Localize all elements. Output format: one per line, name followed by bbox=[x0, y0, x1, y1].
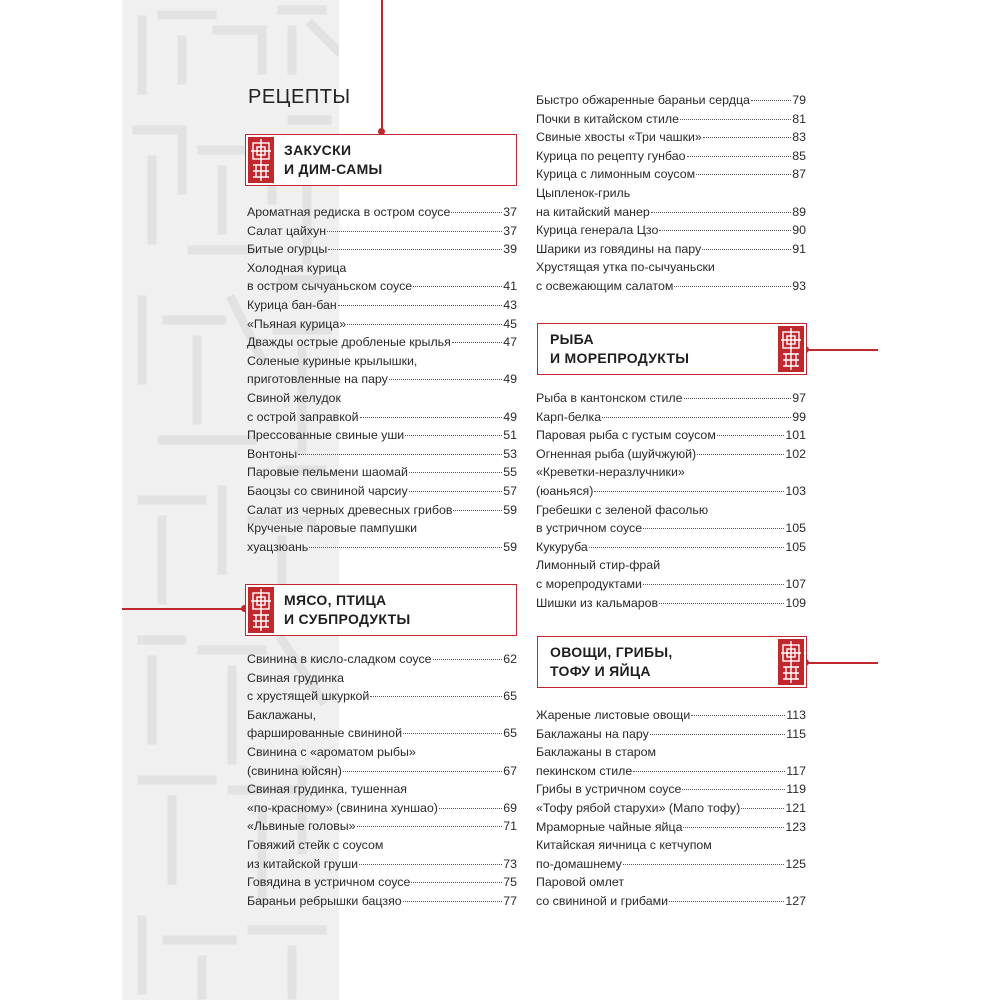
dot-leader bbox=[453, 510, 502, 511]
toc-entry-title-line: в устричном соусе bbox=[536, 521, 643, 536]
dot-leader bbox=[589, 547, 784, 548]
dot-leader bbox=[405, 435, 502, 436]
dot-leader bbox=[633, 771, 785, 772]
toc-entry[interactable] bbox=[247, 259, 517, 296]
page-number: 65 bbox=[503, 689, 517, 704]
toc-entry-title-line: Соленые куриные крылышки, bbox=[247, 353, 418, 368]
toc-entry-row bbox=[536, 203, 806, 222]
toc-entry-row bbox=[247, 203, 517, 222]
toc-entry-title-line: Баоцзы со свининой чарсиу bbox=[247, 483, 408, 498]
page-number: 81 bbox=[792, 111, 806, 126]
page-number: 125 bbox=[785, 856, 806, 871]
toc-entry[interactable] bbox=[536, 725, 806, 744]
toc-entry-row bbox=[536, 128, 806, 147]
page-number: 97 bbox=[792, 391, 806, 405]
toc-entry-title-line: Салат из черных древесных грибов bbox=[247, 502, 453, 517]
toc-entry-row bbox=[536, 892, 806, 911]
toc-entry-row bbox=[536, 221, 806, 240]
dot-leader bbox=[309, 547, 502, 548]
toc-entry-title-line: по-домашнему bbox=[536, 856, 622, 871]
section-header-snacks bbox=[245, 134, 517, 186]
dot-leader bbox=[650, 734, 785, 735]
toc-entry-title-line: в остром сычуаньском соусе bbox=[247, 279, 413, 294]
toc-entry-title-line: Грибы в устричном соусе bbox=[536, 782, 682, 797]
toc-entry-title-line: Шарики из говядины на пару bbox=[536, 241, 702, 256]
connector-meat bbox=[122, 608, 248, 610]
toc-entry-row bbox=[536, 426, 806, 445]
section-title-meat: МЯСО, ПТИЦА И СУБПРОДУКТЫ bbox=[284, 592, 411, 627]
toc-entry[interactable] bbox=[247, 463, 517, 482]
toc-entry-title-line: фаршированные свининой bbox=[247, 726, 402, 741]
toc-entry-row bbox=[536, 240, 806, 259]
toc-entry-row bbox=[536, 445, 806, 464]
dot-leader bbox=[409, 472, 502, 473]
toc-entry[interactable] bbox=[536, 780, 806, 799]
toc-entry[interactable] bbox=[247, 706, 517, 743]
toc-entry-title-line: Кукуруба bbox=[536, 539, 588, 554]
toc-entry[interactable] bbox=[247, 669, 517, 706]
page-number: 91 bbox=[792, 241, 806, 256]
page-title: РЕЦЕПТЫ bbox=[248, 86, 351, 108]
page-number: 99 bbox=[792, 409, 806, 424]
page-number: 39 bbox=[503, 242, 517, 257]
toc-entry-title-line: Курица генерала Цзо bbox=[536, 223, 659, 238]
page-number: 62 bbox=[503, 652, 517, 666]
toc-entry-row bbox=[247, 501, 517, 520]
page-number: 105 bbox=[785, 521, 806, 536]
toc-entry-title-line: Ароматная редиска в остром соусе bbox=[247, 205, 451, 219]
page-number: 83 bbox=[792, 130, 806, 145]
dot-leader bbox=[433, 659, 503, 660]
toc-entry[interactable] bbox=[536, 501, 806, 538]
toc-entry-row bbox=[247, 892, 517, 911]
toc-entry-title-line: на китайский манер bbox=[536, 204, 650, 219]
dot-leader bbox=[439, 808, 502, 809]
toc-entry[interactable] bbox=[536, 389, 806, 408]
section-title-fish: РЫБА И МОРЕПРОДУКТЫ bbox=[550, 331, 690, 366]
dot-leader bbox=[643, 584, 784, 585]
toc-entry-title-line: Свиной желудок bbox=[247, 390, 341, 405]
dot-leader bbox=[403, 901, 503, 902]
toc-entry-row bbox=[536, 408, 806, 427]
recipe-list-veg bbox=[536, 706, 806, 911]
dot-leader bbox=[643, 528, 784, 529]
chinese-knot-ornament-icon bbox=[248, 137, 274, 183]
dot-leader bbox=[680, 119, 791, 120]
toc-entry-title-line: с морепродуктами bbox=[536, 576, 642, 591]
toc-entry[interactable] bbox=[536, 91, 806, 110]
toc-entry[interactable] bbox=[247, 892, 517, 911]
page-number: 79 bbox=[792, 93, 806, 107]
toc-entry[interactable] bbox=[247, 203, 517, 222]
toc-entry[interactable] bbox=[536, 538, 806, 557]
toc-entry-row bbox=[247, 426, 517, 445]
toc-entry[interactable] bbox=[536, 408, 806, 427]
toc-entry-title-line: Свинина с «ароматом рыбы» bbox=[247, 744, 416, 759]
toc-entry-title-line: Свинина в кисло-сладком соусе bbox=[247, 652, 432, 666]
dot-leader bbox=[413, 286, 502, 287]
toc-entry[interactable] bbox=[247, 389, 517, 426]
toc-entry-title-line: Крученые паровые пампушки bbox=[247, 521, 418, 536]
toc-entry[interactable] bbox=[247, 333, 517, 352]
toc-entry-row bbox=[247, 873, 517, 892]
toc-entry-row bbox=[247, 724, 517, 743]
toc-entry-row bbox=[536, 725, 806, 744]
toc-entry-title-line: Жареные листовые овощи bbox=[536, 708, 691, 722]
page-number: 37 bbox=[503, 205, 517, 219]
toc-entry-row bbox=[247, 333, 517, 352]
toc-entry[interactable] bbox=[536, 184, 806, 221]
page-number: 90 bbox=[792, 223, 806, 238]
toc-entry-title-line: приготовленные на пару bbox=[247, 372, 388, 387]
toc-entry-title-line: Курица с лимонным соусом bbox=[536, 167, 696, 182]
toc-entry[interactable] bbox=[536, 799, 806, 818]
toc-entry-row bbox=[247, 817, 517, 836]
page-number: 41 bbox=[503, 279, 517, 294]
toc-entry-title-line: Курица бан-бан bbox=[247, 297, 337, 312]
section-header-meat bbox=[245, 584, 517, 636]
chinese-knot-ornament-icon bbox=[778, 326, 804, 372]
recipe-list-fish bbox=[536, 389, 806, 612]
toc-entry[interactable] bbox=[247, 780, 517, 817]
dot-leader bbox=[409, 491, 503, 492]
page-number: 102 bbox=[785, 446, 806, 461]
page-number: 57 bbox=[503, 483, 517, 498]
dot-leader bbox=[357, 826, 503, 827]
toc-entry-title-line: Дважды острые дробленые крылья bbox=[247, 335, 451, 350]
page-number: 73 bbox=[503, 856, 517, 871]
toc-entry-row bbox=[536, 277, 806, 296]
toc-entry-row bbox=[247, 370, 517, 389]
toc-entry-title-line: Паровой омлет bbox=[536, 875, 625, 890]
toc-entry[interactable] bbox=[247, 426, 517, 445]
toc-entry-title-line: «Тофу рябой старухи» (Мапо тофу) bbox=[536, 800, 741, 815]
toc-entry-row bbox=[536, 762, 806, 781]
page-number: 87 bbox=[792, 167, 806, 182]
page-number: 101 bbox=[785, 428, 806, 443]
toc-entry-row bbox=[536, 818, 806, 837]
section-title-snacks: ЗАКУСКИ И ДИМ-САМЫ bbox=[284, 142, 383, 177]
toc-entry-row bbox=[536, 799, 806, 818]
recipe-list-snacks bbox=[247, 203, 517, 556]
toc-entry[interactable] bbox=[247, 873, 517, 892]
toc-entry-title-line: Баклажаны на пару bbox=[536, 726, 649, 741]
toc-entry-title-line: Цыпленок-гриль bbox=[536, 185, 631, 200]
page-number: 123 bbox=[785, 819, 806, 834]
page-number: 75 bbox=[503, 875, 517, 890]
dot-leader bbox=[327, 231, 502, 232]
page-number: 69 bbox=[503, 800, 517, 815]
toc-entry-row bbox=[536, 575, 806, 594]
page-number: 51 bbox=[503, 428, 517, 443]
toc-entry-row bbox=[247, 408, 517, 427]
toc-entry[interactable] bbox=[247, 352, 517, 389]
toc-entry-row bbox=[247, 687, 517, 706]
connector-snacks bbox=[381, 0, 383, 132]
toc-entry-title-line: Свиные хвосты «Три чашки» bbox=[536, 130, 702, 145]
page-number: 115 bbox=[786, 726, 806, 741]
dot-leader bbox=[347, 324, 502, 325]
connector-veg bbox=[804, 662, 878, 664]
toc-entry[interactable] bbox=[247, 315, 517, 334]
toc-entry-title-line: (юаньяся) bbox=[536, 483, 594, 498]
toc-entry-row bbox=[536, 855, 806, 874]
page-number: 43 bbox=[503, 297, 517, 312]
dot-leader bbox=[659, 603, 784, 604]
toc-entry-title-line: «Креветки-неразлучники» bbox=[536, 465, 685, 480]
toc-entry-title-line: Паровые пельмени шаомай bbox=[247, 465, 408, 480]
toc-entry-title-line: Битые огурцы bbox=[247, 242, 328, 257]
dot-leader bbox=[691, 715, 785, 716]
dot-leader bbox=[684, 398, 792, 399]
toc-entry-title-line: со свининой и грибами bbox=[536, 893, 669, 908]
toc-entry-row bbox=[536, 482, 806, 501]
toc-entry[interactable] bbox=[247, 296, 517, 315]
toc-entry[interactable] bbox=[247, 650, 517, 669]
dot-leader bbox=[702, 249, 791, 250]
page-number: 55 bbox=[503, 465, 517, 480]
page-number: 59 bbox=[503, 539, 517, 554]
toc-entry-title-line: Курица по рецепту гунбао bbox=[536, 148, 686, 163]
dot-leader bbox=[451, 212, 502, 213]
toc-entry-row bbox=[247, 222, 517, 241]
toc-entry-row bbox=[247, 277, 517, 296]
page-number: 53 bbox=[503, 446, 517, 461]
toc-entry-title-line: Лимонный стир-фрай bbox=[536, 558, 661, 573]
dot-leader bbox=[687, 156, 792, 157]
toc-entry-title-line: Огненная рыба (шуйчжуюй) bbox=[536, 446, 697, 461]
page-number: 65 bbox=[503, 726, 517, 741]
toc-entry-row bbox=[536, 147, 806, 166]
dot-leader bbox=[717, 435, 784, 436]
toc-entry-title-line: с освежающим салатом bbox=[536, 278, 674, 293]
dot-leader bbox=[594, 491, 784, 492]
toc-entry-row bbox=[536, 519, 806, 538]
page-number: 93 bbox=[792, 278, 806, 293]
toc-entry-title-line: «по-красному» (свинина хуншао) bbox=[247, 800, 438, 815]
section-header-veg bbox=[537, 636, 807, 688]
section-title-veg: ОВОЩИ, ГРИБЫ, ТОФУ И ЯЙЦА bbox=[550, 644, 673, 679]
connector-fish bbox=[804, 349, 878, 351]
toc-entry-row bbox=[536, 780, 806, 799]
toc-entry-row bbox=[536, 91, 806, 110]
toc-entry-title-line: Быстро обжаренные бараньи сердца bbox=[536, 93, 750, 107]
dot-leader bbox=[659, 230, 791, 231]
toc-entry-title-line: Мраморные чайные яйца bbox=[536, 819, 683, 834]
toc-entry[interactable] bbox=[536, 556, 806, 593]
dot-leader bbox=[751, 100, 791, 101]
toc-entry-row bbox=[536, 594, 806, 613]
page-number: 89 bbox=[792, 204, 806, 219]
toc-entry-title-line: Баклажаны, bbox=[247, 707, 317, 722]
page-number: 103 bbox=[785, 483, 806, 498]
page-number: 85 bbox=[792, 148, 806, 163]
toc-entry-title-line: «Пьяная курица» bbox=[247, 316, 347, 331]
toc-entry-title-line: (свинина юйсян) bbox=[247, 763, 342, 778]
toc-entry[interactable] bbox=[536, 743, 806, 780]
toc-entry[interactable] bbox=[536, 463, 806, 500]
toc-entry-title-line: Карп-белка bbox=[536, 409, 602, 424]
toc-entry-row bbox=[247, 855, 517, 874]
toc-entry-row bbox=[247, 538, 517, 557]
dot-leader bbox=[703, 137, 791, 138]
toc-entry-row bbox=[247, 762, 517, 781]
page-number: 119 bbox=[786, 782, 806, 797]
page-number: 67 bbox=[503, 763, 517, 778]
toc-entry-title-line: пекинском стиле bbox=[536, 763, 633, 778]
recipe-list-meat-continued bbox=[536, 91, 806, 296]
dot-leader bbox=[411, 882, 502, 883]
toc-entry-title-line: Китайская яичница с кетчупом bbox=[536, 838, 712, 853]
toc-entry[interactable] bbox=[536, 594, 806, 613]
page-number: 105 bbox=[785, 539, 806, 554]
dot-leader bbox=[682, 789, 785, 790]
toc-entry-row bbox=[247, 445, 517, 464]
toc-entry-title-line: Шишки из кальмаров bbox=[536, 595, 659, 610]
chinese-knot-ornament-icon bbox=[248, 587, 274, 633]
dot-leader bbox=[602, 417, 791, 418]
toc-entry-row bbox=[247, 650, 517, 669]
dot-leader bbox=[389, 379, 502, 380]
toc-entry[interactable] bbox=[536, 818, 806, 837]
dot-leader bbox=[623, 864, 785, 865]
toc-entry[interactable] bbox=[536, 240, 806, 259]
toc-entry-row bbox=[247, 315, 517, 334]
toc-entry[interactable] bbox=[247, 240, 517, 259]
toc-entry-title-line: с острой заправкой bbox=[247, 409, 359, 424]
toc-entry-title-line: Хрустящая утка по-сычуаньски bbox=[536, 260, 715, 275]
toc-entry[interactable] bbox=[536, 128, 806, 147]
toc-entry-title-line: из китайской груши bbox=[247, 856, 359, 871]
toc-entry-row bbox=[536, 165, 806, 184]
toc-entry[interactable] bbox=[536, 147, 806, 166]
toc-entry[interactable] bbox=[536, 221, 806, 240]
toc-entry-title-line: Прессованные свиные уши bbox=[247, 428, 405, 443]
toc-entry[interactable] bbox=[536, 445, 806, 464]
page-number: 49 bbox=[503, 372, 517, 387]
toc-entry[interactable] bbox=[536, 706, 806, 725]
dot-leader bbox=[370, 696, 502, 697]
toc-entry[interactable] bbox=[536, 110, 806, 129]
dot-leader bbox=[741, 808, 784, 809]
toc-entry[interactable] bbox=[536, 836, 806, 873]
toc-entry-row bbox=[536, 389, 806, 408]
dot-leader bbox=[683, 827, 784, 828]
page-number: 59 bbox=[503, 502, 517, 517]
recipe-list-meat bbox=[247, 650, 517, 910]
toc-entry[interactable] bbox=[247, 519, 517, 556]
page-number: 49 bbox=[503, 409, 517, 424]
dot-leader bbox=[696, 174, 791, 175]
toc-entry-title-line: Свиная грудинка bbox=[247, 670, 344, 685]
dot-leader bbox=[452, 342, 502, 343]
toc-entry[interactable] bbox=[536, 426, 806, 445]
dot-leader bbox=[403, 733, 502, 734]
toc-entry-title-line: Почки в китайском стиле bbox=[536, 111, 680, 126]
toc-entry-title-line: Рыба в кантонском стиле bbox=[536, 391, 683, 405]
dot-leader bbox=[697, 454, 784, 455]
toc-entry-row bbox=[536, 110, 806, 129]
toc-entry-row bbox=[536, 706, 806, 725]
page-number: 47 bbox=[503, 335, 517, 350]
toc-entry-title-line: Вонтоны bbox=[247, 446, 298, 461]
toc-entry-row bbox=[247, 240, 517, 259]
toc-entry-title-line: Говядина в устричном соусе bbox=[247, 875, 411, 890]
toc-entry-title-line: Гребешки с зеленой фасолью bbox=[536, 502, 709, 517]
dot-leader bbox=[338, 305, 502, 306]
toc-entry[interactable] bbox=[536, 258, 806, 295]
chinese-knot-ornament-icon bbox=[778, 639, 804, 685]
dot-leader bbox=[328, 249, 502, 250]
page-number: 77 bbox=[503, 893, 517, 908]
section-header-fish bbox=[537, 323, 807, 375]
dot-leader bbox=[669, 901, 784, 902]
toc-entry-title-line: Свиная грудинка, тушенная bbox=[247, 782, 407, 797]
toc-entry[interactable] bbox=[247, 445, 517, 464]
dot-leader bbox=[343, 771, 502, 772]
page-number: 107 bbox=[785, 576, 806, 591]
toc-entry-title-line: «Львиные головы» bbox=[247, 819, 356, 834]
toc-entry-title-line: с хрустящей шкуркой bbox=[247, 689, 370, 704]
toc-entry-title-line: Бараньи ребрышки бацзяо bbox=[247, 893, 402, 908]
page-number: 45 bbox=[503, 316, 517, 331]
dot-leader bbox=[360, 417, 503, 418]
toc-entry[interactable] bbox=[247, 501, 517, 520]
toc-entry-title-line: Говяжий стейк с соусом bbox=[247, 837, 384, 852]
toc-entry-title-line: Баклажаны в старом bbox=[536, 745, 657, 760]
toc-entry[interactable] bbox=[247, 222, 517, 241]
toc-entry-title-line: Паровая рыба с густым соусом bbox=[536, 428, 716, 443]
toc-entry-title-line: Салат цайхун bbox=[247, 223, 327, 238]
dot-leader bbox=[359, 864, 502, 865]
toc-entry-row bbox=[247, 799, 517, 818]
toc-entry[interactable] bbox=[247, 836, 517, 873]
toc-entry[interactable] bbox=[536, 873, 806, 910]
dot-leader bbox=[651, 212, 791, 213]
page-number: 113 bbox=[786, 708, 806, 722]
dot-leader bbox=[674, 286, 791, 287]
page-number: 121 bbox=[785, 800, 806, 815]
toc-entry-row bbox=[247, 463, 517, 482]
toc-entry[interactable] bbox=[536, 165, 806, 184]
toc-entry-title-line: хуацзюань bbox=[247, 539, 309, 554]
page-number: 71 bbox=[503, 819, 517, 834]
toc-entry-row bbox=[247, 482, 517, 501]
toc-entry-row bbox=[247, 296, 517, 315]
toc-entry[interactable] bbox=[247, 817, 517, 836]
toc-entry[interactable] bbox=[247, 482, 517, 501]
page-number: 117 bbox=[786, 763, 806, 778]
toc-entry[interactable] bbox=[247, 743, 517, 780]
dot-leader bbox=[298, 454, 502, 455]
toc-entry-row bbox=[536, 538, 806, 557]
page-number: 109 bbox=[785, 595, 806, 610]
page-number: 37 bbox=[503, 223, 517, 238]
page-number: 127 bbox=[785, 893, 806, 908]
toc-entry-title-line: Холодная курица bbox=[247, 260, 347, 275]
